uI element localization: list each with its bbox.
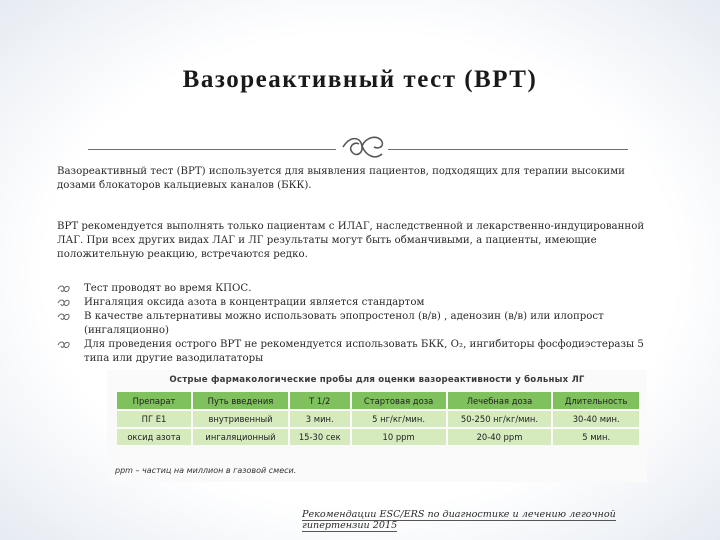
title-rule-left: [88, 149, 336, 150]
scroll-bullet-icon: [57, 284, 71, 294]
list-item: [57, 296, 663, 310]
slide-title: Вазореактивный тест (ВРТ): [182, 66, 538, 93]
table-footnote: ppm – частиц на миллион в газовой смеси.: [115, 466, 297, 475]
table-cell: ингаляционный: [193, 429, 288, 445]
table-cell: внутривенный: [193, 411, 288, 427]
table-cell: 15-30 сек: [290, 429, 350, 445]
bullet-text: Для проведения острого ВРТ не рекомендуется использовать БКК, O₂, ингибиторы фосфодиэстеразы 5 типа или другие вазодилататоры: [84, 339, 644, 364]
scroll-bullet-icon: [57, 298, 71, 308]
list-item: [57, 282, 663, 296]
scroll-bullet-icon: [57, 340, 71, 350]
bullet-text: В качестве альтернативы можно использовать эпопростенол (в/в) , аденозин (в/в) или илопрост (ингаляционно): [84, 311, 604, 336]
pharmacological-tests-table-image: [107, 370, 647, 482]
scroll-flourish-icon: [340, 130, 386, 164]
table-cell: 10 ppm: [352, 429, 446, 445]
source-citation: [302, 509, 682, 531]
scroll-bullet-icon: [57, 312, 71, 322]
table-cell: 5 мин.: [553, 429, 639, 445]
table-cell: 3 мин.: [290, 411, 350, 427]
column-header-start-dose: Стартовая доза: [352, 392, 446, 409]
bullet-text: Ингаляция оксида азота в концентрации является стандартом: [84, 297, 425, 308]
table-cell: 50-250 нг/кг/мин.: [448, 411, 552, 427]
paragraph-indications: ВРТ рекомендуется выполнять только пациентам с ИЛАГ, наследственной и лекарственно-индуцированной ЛАГ. При всех других видах ЛАГ и ЛГ результаты могут быть обманчивыми, а пациенты, имеющие положительную реакцию, встречаются редко.: [57, 221, 645, 260]
bullet-text: Тест проводят во время КПОС.: [84, 283, 252, 294]
paragraph-intro: Вазореактивный тест (ВРТ) используется для выявления пациентов, подходящих для терапии высокими дозами блокаторов кальциевых каналов (БКК).: [57, 166, 625, 191]
pharmacological-tests-table: [115, 390, 641, 447]
column-header-route: Путь введения: [193, 392, 288, 409]
title-rule-right: [388, 149, 628, 150]
list-item: [57, 310, 663, 338]
table-title: Острые фармакологические пробы для оценки вазореактивности у больных ЛГ: [169, 375, 585, 385]
column-header-half-life: Т 1/2: [290, 392, 350, 409]
list-item: [57, 338, 663, 366]
bullet-list: [57, 282, 663, 366]
table-header-row: [117, 392, 639, 409]
table-cell: 30-40 мин.: [553, 411, 639, 427]
table-cell: 20-40 ppm: [448, 429, 552, 445]
table-cell: ПГ Е1: [117, 411, 191, 427]
source-citation-text: Рекомендации ESC/ERS по диагностике и лечению легочной гипертензии 2015: [302, 509, 616, 531]
column-header-drug: Препарат: [117, 392, 191, 409]
table-cell: оксид азота: [117, 429, 191, 445]
column-header-therapeutic-dose: Лечебная доза: [448, 392, 552, 409]
column-header-duration: Длительность: [553, 392, 639, 409]
table-row: [117, 429, 639, 445]
table-cell: 5 нг/кг/мин.: [352, 411, 446, 427]
table-row: [117, 411, 639, 427]
